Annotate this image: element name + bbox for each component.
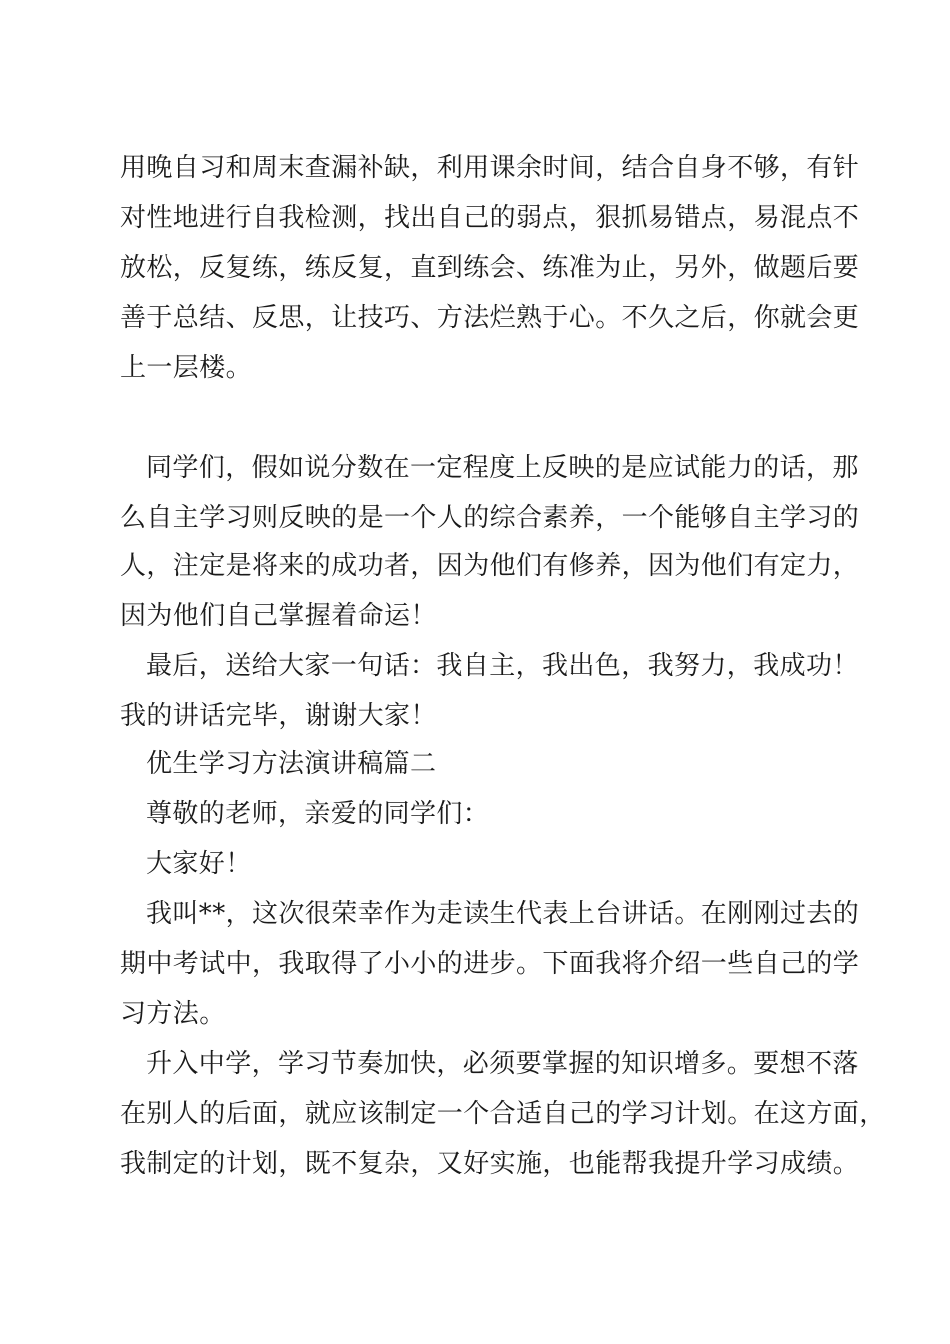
text-line: 在别人的后面，就应该制定一个合适自己的学习计划。在这方面， [120, 1099, 886, 1129]
text-line: 期中考试中，我取得了小小的进步。下面我将介绍一些自己的学 [120, 949, 860, 979]
text-line: 最后，送给大家一句话：我自主，我出色，我努力，我成功！ [146, 651, 859, 681]
text-line: 善于总结、反思，让技巧、方法烂熟于心。不久之后，你就会更 [120, 303, 860, 333]
text-line: 因为他们自己掌握着命运！ [120, 601, 437, 631]
text-line: 我制定的计划，既不复杂，又好实施，也能帮我提升学习成绩。 [120, 1149, 860, 1179]
text-line: 习方法。 [120, 999, 226, 1029]
text-line: 升入中学，学习节奏加快，必须要掌握的知识增多。要想不落 [146, 1049, 859, 1079]
section-heading: 优生学习方法演讲稿篇二 [146, 749, 437, 779]
text-line: 我的讲话完毕，谢谢大家！ [120, 701, 437, 731]
text-line: 么自主学习则反映的是一个人的综合素养，一个能够自主学习的 [120, 503, 860, 533]
text-line: 对性地进行自我检测，找出自己的弱点，狠抓易错点，易混点不 [120, 203, 860, 233]
text-line: 同学们，假如说分数在一定程度上反映的是应试能力的话，那 [146, 453, 859, 483]
text-line: 放松，反复练，练反复，直到练会、练准为止，另外，做题后要 [120, 253, 860, 283]
text-line: 人，注定是将来的成功者，因为他们有修养，因为他们有定力， [120, 551, 860, 581]
text-line: 上一层楼。 [120, 353, 253, 383]
text-line: 我叫**，这次很荣幸作为走读生代表上台讲话。在刚刚过去的 [146, 899, 860, 929]
salutation: 尊敬的老师，亲爱的同学们： [146, 799, 490, 829]
greeting: 大家好！ [146, 849, 252, 879]
text-line: 用晚自习和周末查漏补缺，利用课余时间，结合自身不够，有针 [120, 153, 860, 183]
